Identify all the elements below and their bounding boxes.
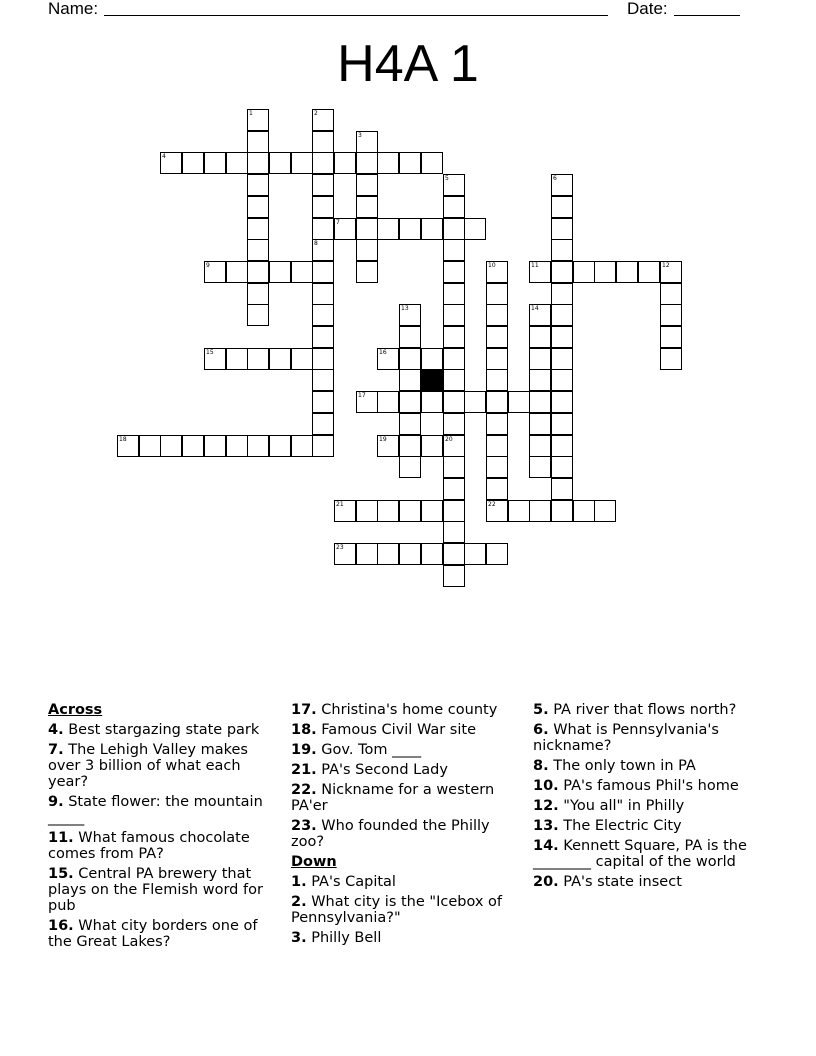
grid-cell[interactable]	[312, 218, 334, 240]
grid-cell[interactable]	[551, 174, 573, 196]
grid-cell[interactable]	[421, 391, 443, 413]
grid-cell[interactable]	[486, 283, 508, 305]
clues-column-2	[291, 702, 516, 950]
grid-cell[interactable]	[247, 218, 269, 240]
grid-cell[interactable]	[356, 261, 378, 283]
grid-cell[interactable]	[312, 283, 334, 305]
clue-across-9: 9. State flower: the mountain _____	[48, 794, 263, 826]
grid-cell[interactable]	[443, 218, 465, 240]
grid-cell[interactable]	[529, 413, 551, 435]
grid-cell[interactable]	[551, 218, 573, 240]
grid-cell[interactable]	[443, 521, 465, 543]
grid-cell[interactable]	[529, 391, 551, 413]
grid-cell[interactable]	[247, 109, 269, 131]
grid-cell[interactable]	[660, 326, 682, 348]
grid-cell[interactable]	[508, 391, 530, 413]
grid-cell[interactable]	[486, 326, 508, 348]
down-heading: Down	[291, 854, 337, 870]
grid-cell[interactable]	[486, 348, 508, 370]
clue-number-17: 17	[358, 392, 366, 399]
grid-cell[interactable]	[486, 391, 508, 413]
clue-number-16: 16	[379, 349, 387, 356]
grid-cell[interactable]	[486, 500, 508, 522]
clue-across-19: 19. Gov. Tom ____	[291, 742, 422, 758]
grid-cell[interactable]	[421, 435, 443, 457]
clue-down-14: 14. Kennett Square, PA is the ________ capital of the world	[533, 838, 747, 870]
clues-column-3	[533, 702, 763, 894]
grid-cell[interactable]	[551, 283, 573, 305]
clue-number-12: 12	[662, 262, 670, 269]
grid-cell[interactable]	[399, 152, 421, 174]
grid-cell[interactable]	[247, 435, 269, 457]
grid-cell[interactable]	[226, 261, 248, 283]
grid-cell[interactable]	[421, 500, 443, 522]
clue-down-13: 13. The Electric City	[533, 818, 682, 834]
grid-cell[interactable]	[356, 131, 378, 153]
clues-column-1	[48, 702, 273, 954]
name-label: Name:	[48, 0, 99, 18]
grid-cell[interactable]	[117, 435, 139, 457]
clue-across-17: 17. Christina's home county	[291, 702, 498, 718]
grid-cell[interactable]	[377, 391, 399, 413]
grid-cell[interactable]	[464, 391, 486, 413]
grid-cell[interactable]	[399, 304, 421, 326]
grid-cell[interactable]	[486, 456, 508, 478]
clue-number-22: 22	[488, 501, 496, 508]
grid-cell[interactable]	[269, 348, 291, 370]
grid-cell[interactable]	[269, 435, 291, 457]
grid-cell[interactable]	[529, 326, 551, 348]
grid-cell[interactable]	[443, 369, 465, 391]
clue-across-15: 15. Central PA brewery that plays on the Flemish word for pub	[48, 866, 263, 914]
clue-number-23: 23	[336, 544, 344, 551]
grid-cell[interactable]	[334, 218, 356, 240]
grid-cell[interactable]	[377, 152, 399, 174]
grid-cell[interactable]	[551, 435, 573, 457]
grid-cell[interactable]	[204, 261, 226, 283]
grid-cell[interactable]	[312, 413, 334, 435]
clue-number-18: 18	[119, 436, 127, 443]
grid-cell[interactable]	[443, 326, 465, 348]
grid-cell[interactable]	[594, 261, 616, 283]
clue-number-5: 5	[445, 175, 449, 182]
grid-cell[interactable]	[551, 478, 573, 500]
grid-cell[interactable]	[247, 196, 269, 218]
grid-cell[interactable]	[443, 500, 465, 522]
clue-across-7: 7. The Lehigh Valley makes over 3 billion of what each year?	[48, 742, 248, 790]
clue-down-1: 1. PA's Capital	[291, 874, 396, 890]
grid-cell[interactable]	[139, 435, 161, 457]
grid-cell[interactable]	[573, 500, 595, 522]
clue-across-11: 11. What famous chocolate comes from PA?	[48, 830, 250, 862]
grid-cell[interactable]	[443, 478, 465, 500]
clue-number-14: 14	[531, 305, 539, 312]
grid-cell[interactable]	[312, 304, 334, 326]
grid-cell[interactable]	[334, 152, 356, 174]
grid-cell[interactable]	[312, 109, 334, 131]
clue-number-15: 15	[206, 349, 214, 356]
grid-cell[interactable]	[551, 369, 573, 391]
grid-cell[interactable]	[312, 369, 334, 391]
clue-across-16: 16. What city borders one of the Great Lakes?	[48, 918, 258, 950]
grid-cell[interactable]	[443, 543, 465, 565]
grid-cell[interactable]	[464, 543, 486, 565]
grid-cell[interactable]	[226, 152, 248, 174]
grid-cell[interactable]	[660, 348, 682, 370]
grid-cell[interactable]	[529, 348, 551, 370]
grid-cell[interactable]	[269, 261, 291, 283]
grid-cell[interactable]	[247, 283, 269, 305]
clue-down-10: 10. PA's famous Phil's home	[533, 778, 739, 794]
grid-cell[interactable]	[312, 152, 334, 174]
grid-cell[interactable]	[356, 500, 378, 522]
grid-cell[interactable]	[421, 543, 443, 565]
grid-cell[interactable]	[334, 500, 356, 522]
grid-cell[interactable]	[356, 543, 378, 565]
grid-cell[interactable]	[486, 435, 508, 457]
grid-cell[interactable]	[312, 131, 334, 153]
clue-down-6: 6. What is Pennsylvania's nickname?	[533, 722, 719, 754]
grid-cell[interactable]	[529, 261, 551, 283]
grid-cell[interactable]	[529, 369, 551, 391]
grid-cell[interactable]	[377, 348, 399, 370]
clue-down-3: 3. Philly Bell	[291, 930, 382, 946]
grid-cell[interactable]	[312, 326, 334, 348]
grid-cell[interactable]	[160, 435, 182, 457]
grid-cell[interactable]	[443, 304, 465, 326]
clue-number-2: 2	[314, 110, 318, 117]
grid-cell[interactable]	[594, 500, 616, 522]
grid-cell[interactable]	[312, 196, 334, 218]
grid-cell[interactable]	[377, 435, 399, 457]
grid-cell[interactable]	[421, 348, 443, 370]
grid-cell[interactable]	[551, 304, 573, 326]
grid-cell[interactable]	[464, 218, 486, 240]
grid-cell[interactable]	[443, 174, 465, 196]
clue-across-4: 4. Best stargazing state park	[48, 722, 260, 738]
grid-cell[interactable]	[399, 326, 421, 348]
grid-cell[interactable]	[443, 413, 465, 435]
clue-across-23: 23. Who founded the Philly zoo?	[291, 818, 490, 850]
clue-number-3: 3	[358, 132, 362, 139]
grid-cell[interactable]	[399, 413, 421, 435]
clue-across-18: 18. Famous Civil War site	[291, 722, 476, 738]
grid-cell[interactable]	[638, 261, 660, 283]
grid-cell[interactable]	[312, 239, 334, 261]
grid-cell[interactable]	[551, 500, 573, 522]
grid-cell[interactable]	[551, 456, 573, 478]
grid-cell[interactable]	[247, 304, 269, 326]
black-cell	[421, 369, 443, 391]
grid-cell[interactable]	[247, 239, 269, 261]
clue-number-13: 13	[401, 305, 409, 312]
grid-cell[interactable]	[377, 218, 399, 240]
grid-cell[interactable]	[616, 261, 638, 283]
grid-cell[interactable]	[551, 413, 573, 435]
grid-cell[interactable]	[204, 348, 226, 370]
grid-cell[interactable]	[291, 152, 313, 174]
grid-cell[interactable]	[204, 435, 226, 457]
grid-cell[interactable]	[443, 565, 465, 587]
grid-cell[interactable]	[660, 283, 682, 305]
grid-cell[interactable]	[291, 435, 313, 457]
clue-down-5: 5. PA river that flows north?	[533, 702, 737, 718]
grid-cell[interactable]	[486, 369, 508, 391]
grid-cell[interactable]	[377, 543, 399, 565]
grid-cell[interactable]	[529, 304, 551, 326]
grid-cell[interactable]	[247, 131, 269, 153]
clue-number-4: 4	[162, 153, 166, 160]
date-label: Date:	[627, 0, 668, 18]
grid-cell[interactable]	[551, 239, 573, 261]
grid-cell[interactable]	[312, 261, 334, 283]
grid-cell[interactable]	[356, 218, 378, 240]
grid-cell[interactable]	[660, 261, 682, 283]
clue-number-21: 21	[336, 501, 344, 508]
grid-cell[interactable]	[312, 435, 334, 457]
across-heading: Across	[48, 702, 103, 718]
grid-cell[interactable]	[443, 456, 465, 478]
grid-cell[interactable]	[443, 391, 465, 413]
grid-cell[interactable]	[486, 478, 508, 500]
grid-cell[interactable]	[356, 391, 378, 413]
grid-cell[interactable]	[247, 261, 269, 283]
grid-cell[interactable]	[551, 348, 573, 370]
grid-cell[interactable]	[508, 500, 530, 522]
grid-cell[interactable]	[399, 435, 421, 457]
grid-cell[interactable]	[312, 174, 334, 196]
clue-across-22: 22. Nickname for a western PA'er	[291, 782, 495, 814]
grid-cell[interactable]	[443, 435, 465, 457]
grid-cell[interactable]	[399, 348, 421, 370]
grid-cell[interactable]	[291, 261, 313, 283]
clue-number-10: 10	[488, 262, 496, 269]
clue-down-12: 12. "You all" in Philly	[533, 798, 685, 814]
clue-down-2: 2. What city is the "Icebox of Pennsylvania?"	[291, 894, 503, 926]
grid-cell[interactable]	[356, 196, 378, 218]
clue-number-9: 9	[206, 262, 210, 269]
grid-cell[interactable]	[226, 348, 248, 370]
grid-cell[interactable]	[247, 152, 269, 174]
grid-cell[interactable]	[660, 304, 682, 326]
grid-cell[interactable]	[356, 174, 378, 196]
grid-cell[interactable]	[443, 283, 465, 305]
grid-cell[interactable]	[421, 152, 443, 174]
clue-down-8: 8. The only town in PA	[533, 758, 696, 774]
grid-cell[interactable]	[443, 239, 465, 261]
puzzle-title: H4A 1	[337, 35, 479, 93]
grid-cell[interactable]	[399, 500, 421, 522]
grid-cell[interactable]	[182, 435, 204, 457]
grid-cell[interactable]	[486, 304, 508, 326]
grid-cell[interactable]	[551, 196, 573, 218]
grid-cell[interactable]	[377, 500, 399, 522]
clue-down-20: 20. PA's state insect	[533, 874, 682, 890]
clue-number-19: 19	[379, 436, 387, 443]
clue-number-20: 20	[445, 436, 453, 443]
grid-cell[interactable]	[443, 348, 465, 370]
grid-cell[interactable]	[269, 152, 291, 174]
grid-cell[interactable]	[551, 391, 573, 413]
grid-cell[interactable]	[247, 348, 269, 370]
clue-number-11: 11	[531, 262, 539, 269]
grid-cell[interactable]	[312, 391, 334, 413]
clue-number-1: 1	[249, 110, 253, 117]
grid-cell[interactable]	[399, 391, 421, 413]
clue-across-21: 21. PA's Second Lady	[291, 762, 448, 778]
grid-cell[interactable]	[529, 435, 551, 457]
grid-cell[interactable]	[247, 174, 269, 196]
grid-cell[interactable]	[529, 500, 551, 522]
grid-cell[interactable]	[486, 543, 508, 565]
grid-cell[interactable]	[486, 413, 508, 435]
grid-cell[interactable]	[334, 543, 356, 565]
grid-cell[interactable]	[160, 152, 182, 174]
grid-cell[interactable]	[399, 456, 421, 478]
grid-cell[interactable]	[573, 261, 595, 283]
clue-number-8: 8	[314, 240, 318, 247]
grid-cell[interactable]	[421, 218, 443, 240]
grid-cell[interactable]	[529, 456, 551, 478]
grid-cell[interactable]	[356, 152, 378, 174]
grid-cell[interactable]	[291, 348, 313, 370]
grid-cell[interactable]	[443, 196, 465, 218]
grid-cell[interactable]	[486, 261, 508, 283]
grid-cell[interactable]	[443, 261, 465, 283]
grid-cell[interactable]	[226, 435, 248, 457]
grid-cell[interactable]	[356, 239, 378, 261]
clue-number-7: 7	[336, 219, 340, 226]
grid-cell[interactable]	[204, 152, 226, 174]
grid-cell[interactable]	[551, 261, 573, 283]
grid-cell[interactable]	[399, 218, 421, 240]
clue-number-6: 6	[553, 175, 557, 182]
grid-cell[interactable]	[399, 543, 421, 565]
grid-cell[interactable]	[182, 152, 204, 174]
grid-cell[interactable]	[551, 326, 573, 348]
grid-cell[interactable]	[312, 348, 334, 370]
grid-cell[interactable]	[399, 369, 421, 391]
